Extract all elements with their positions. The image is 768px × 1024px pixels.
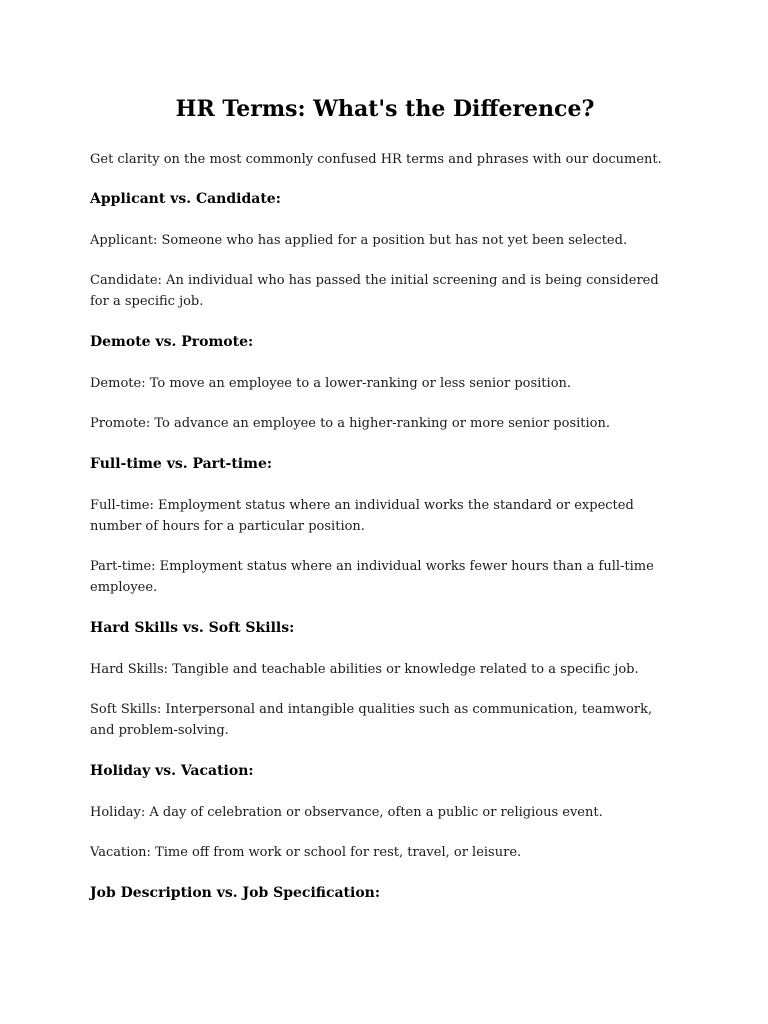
definition-soft-skills: Soft Skills: Interpersonal and intangible qualities such as communication, teamwork, and problem-solving.: [90, 702, 653, 738]
definition-candidate: Candidate: An individual who has passed the initial screening and is being considered for a specific job.: [90, 273, 659, 309]
section-heading-hard-soft-skills: Hard Skills vs. Soft Skills:: [90, 620, 295, 636]
intro-paragraph: Get clarity on the most commonly confused HR terms and phrases with our document.: [90, 152, 662, 167]
section-heading-job-description-specification: Job Description vs. Job Specification:: [90, 885, 381, 901]
section-heading-applicant-candidate: Applicant vs. Candidate:: [90, 191, 281, 207]
definition-promote: Promote: To advance an employee to a higher-ranking or more senior position.: [90, 416, 610, 431]
section-heading-fulltime-parttime: Full-time vs. Part-time:: [90, 456, 273, 472]
definition-holiday: Holiday: A day of celebration or observance, often a public or religious event.: [90, 805, 603, 820]
section-heading-holiday-vacation: Holiday vs. Vacation:: [90, 763, 254, 779]
document-title: HR Terms: What's the Difference?: [175, 96, 595, 122]
definition-vacation: Vacation: Time off from work or school for rest, travel, or leisure.: [90, 845, 522, 860]
definition-applicant: Applicant: Someone who has applied for a position but has not yet been selected.: [90, 233, 628, 248]
definition-demote: Demote: To move an employee to a lower-ranking or less senior position.: [90, 376, 572, 391]
definition-part-time: Part-time: Employment status where an individual works fewer hours than a full-time employee.: [90, 559, 654, 595]
definition-hard-skills: Hard Skills: Tangible and teachable abilities or knowledge related to a specific job.: [90, 662, 639, 677]
section-heading-demote-promote: Demote vs. Promote:: [90, 334, 254, 350]
definition-full-time: Full-time: Employment status where an individual works the standard or expected number of hours for a particular position.: [90, 498, 634, 534]
